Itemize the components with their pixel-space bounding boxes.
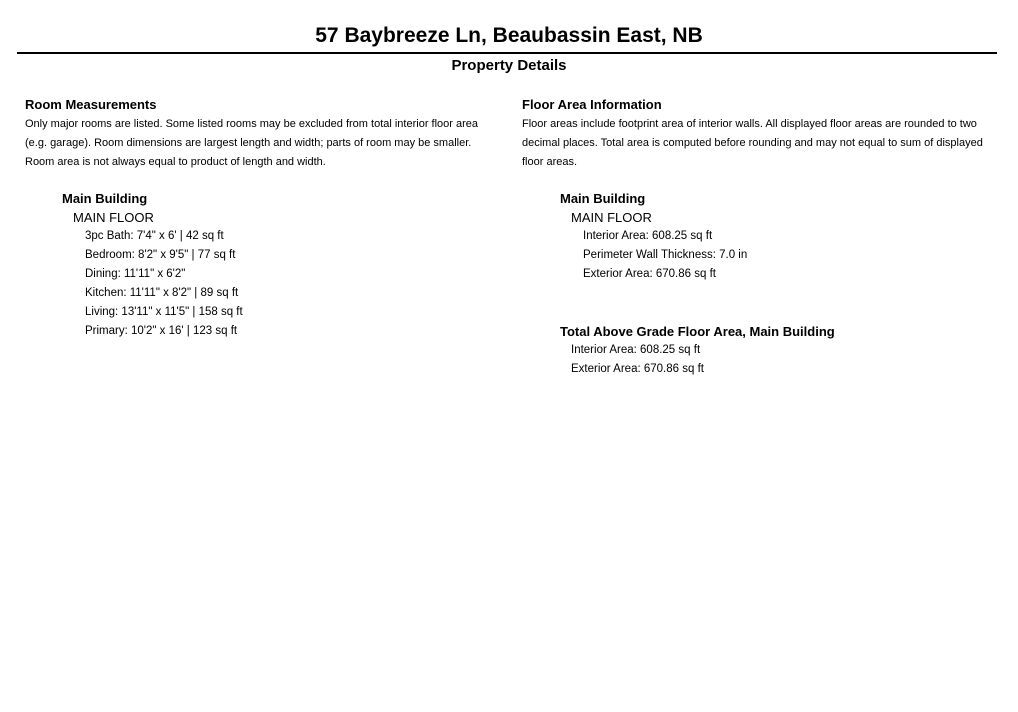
total-area-item: Exterior Area: 670.86 sq ft bbox=[571, 363, 704, 375]
note-line: decimal places. Total area is computed before rounding and may not equal to sum of displayed bbox=[522, 137, 983, 149]
room-measurements-section bbox=[25, 96, 505, 172]
floor-area-note bbox=[522, 115, 1002, 172]
room-item: Bedroom: 8'2" x 9'5" | 77 sq ft bbox=[85, 249, 236, 261]
room-item: Living: 13'11" x 11'5" | 158 sq ft bbox=[85, 306, 243, 318]
page-title: 57 Baybreeze Ln, Beaubassin East, NB bbox=[315, 24, 703, 47]
building-name: Main Building bbox=[560, 191, 646, 206]
room-measurements-note bbox=[25, 115, 505, 172]
total-floor-area-block bbox=[560, 322, 835, 379]
room-item: Kitchen: 11'11" x 8'2" | 89 sq ft bbox=[85, 287, 239, 299]
floor-area-main-building bbox=[560, 189, 747, 284]
building-name: Main Building bbox=[62, 191, 148, 206]
title-divider bbox=[17, 52, 997, 54]
total-floor-area-heading: Total Above Grade Floor Area, Main Building bbox=[560, 324, 835, 339]
note-line: floor areas. bbox=[522, 156, 578, 168]
room-item: 3pc Bath: 7'4" x 6' | 42 sq ft bbox=[85, 230, 224, 242]
note-line: (e.g. garage). Room dimensions are largest length and width; parts of room may be smaller. bbox=[25, 137, 472, 149]
total-area-item: Interior Area: 608.25 sq ft bbox=[571, 344, 701, 356]
floor-name: MAIN FLOOR bbox=[571, 210, 652, 225]
area-detail: Perimeter Wall Thickness: 7.0 in bbox=[583, 249, 748, 261]
note-line: Only major rooms are listed. Some listed rooms may be excluded from total interior floor area bbox=[25, 118, 479, 130]
room-measurements-heading: Room Measurements bbox=[25, 97, 157, 112]
area-detail: Interior Area: 608.25 sq ft bbox=[583, 230, 713, 242]
floor-area-heading: Floor Area Information bbox=[522, 97, 662, 112]
page-subtitle: Property Details bbox=[451, 57, 567, 74]
room-list-main-building bbox=[62, 189, 243, 341]
note-line: Floor areas include footprint area of interior walls. All displayed floor areas are rounded to two bbox=[522, 118, 977, 130]
floor-area-section bbox=[522, 96, 1002, 172]
area-detail: Exterior Area: 670.86 sq ft bbox=[583, 268, 716, 280]
floor-name: MAIN FLOOR bbox=[73, 210, 154, 225]
room-item: Dining: 11'11" x 6'2" bbox=[85, 268, 186, 280]
room-item: Primary: 10'2" x 16' | 123 sq ft bbox=[85, 325, 238, 337]
note-line: Room area is not always equal to product of length and width. bbox=[25, 156, 326, 168]
